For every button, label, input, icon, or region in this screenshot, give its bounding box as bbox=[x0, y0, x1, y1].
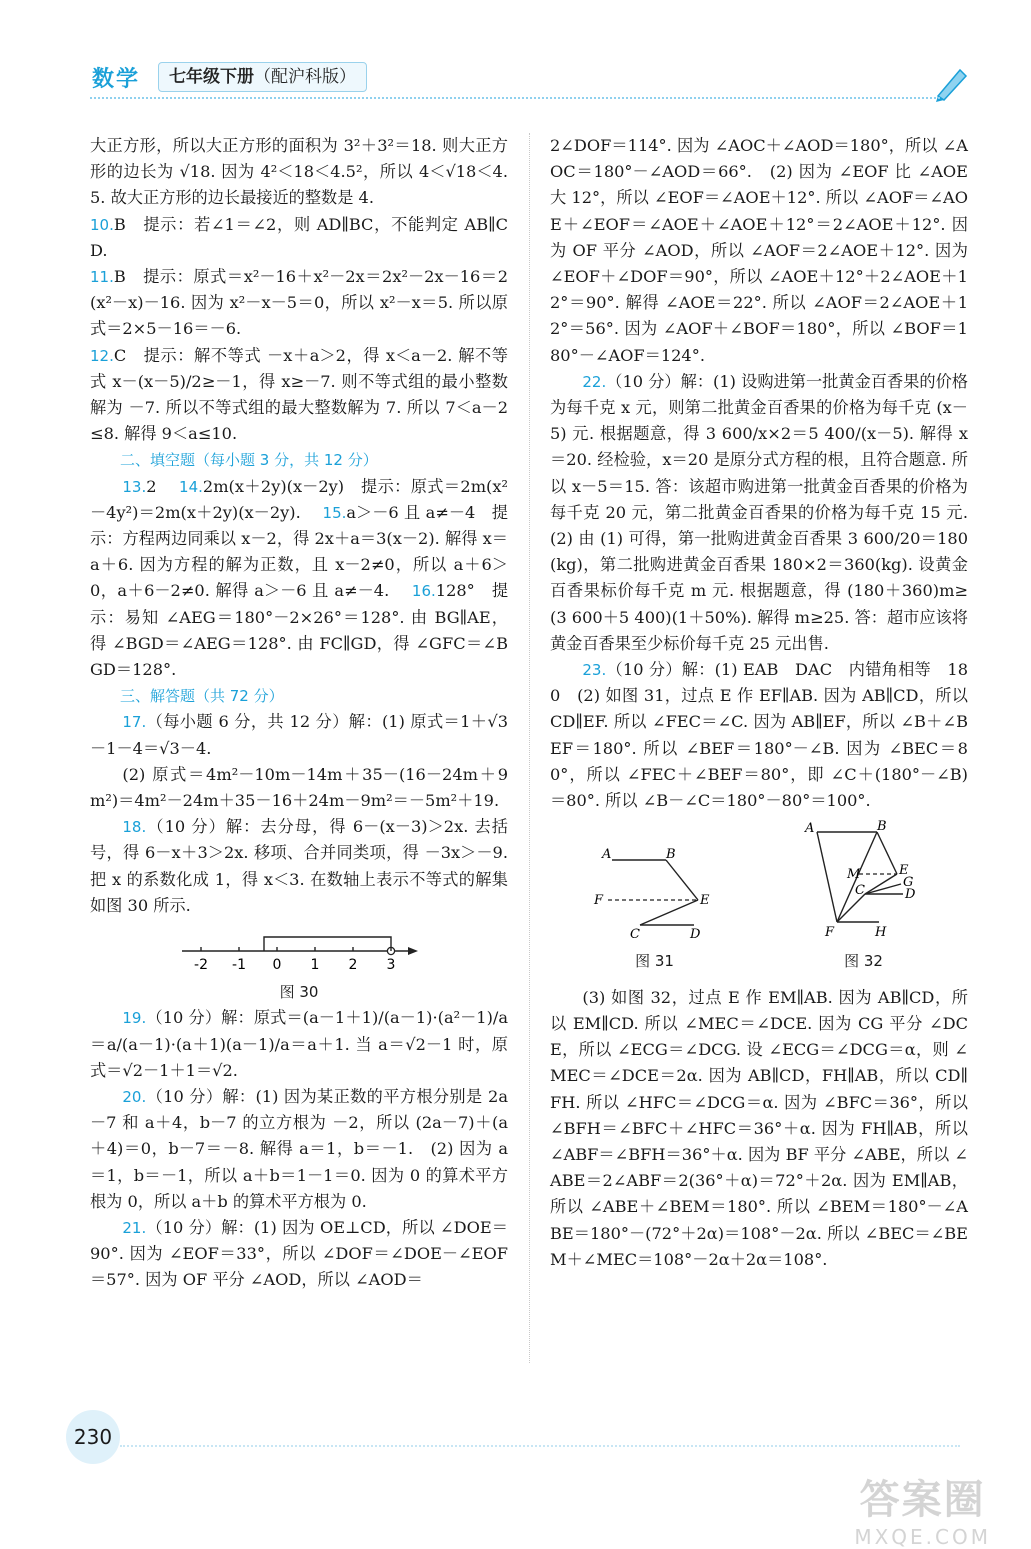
fig30-caption: 图 30 bbox=[279, 983, 319, 1002]
answer-13-16 bbox=[90, 474, 508, 684]
q14-text: 2m(x＋2y)(x－2y) 提示：原式＝2m(x²－4y²)＝2m(x＋2y)(x－2y). bbox=[90, 476, 508, 522]
fig32-label-g: G bbox=[902, 875, 913, 891]
fig32-diagram bbox=[799, 820, 929, 940]
fig31-label-c: C bbox=[629, 927, 640, 941]
number-line-tick-label: 3 bbox=[386, 957, 396, 974]
fig31-label-b: B bbox=[665, 847, 676, 863]
answer-21-cont: 2∠DOF＝114°. 因为 ∠AOC＋∠AOD＝180°，所以 ∠AOC＝180°－∠AOD＝66°. (2) 因为 ∠EOF 比 ∠AOE 大 12°，所以 ∠EOF＝∠AOE＋12°. 所以 ∠AOF＝∠AOE＋∠EOF＝∠AOE＋∠AOE＋12°＝2∠AOE＋12°. 因为 OF 平分 ∠AOD，所以 ∠AOF＝2∠AOE＋12°. 因为 ∠EOF＋∠DOF＝90°，所以 ∠AOE＋12°＋2∠AOE＋12°＝90°. 解得 ∠AOE＝22°. 所以 ∠AOF＝2∠AOE＋12°＝56°. 因为 ∠AOF＋∠BOF＝180°，所以 ∠BOF＝180°－∠AOF＝124°. bbox=[550, 136, 968, 365]
number-line-tick-label: 2 bbox=[348, 957, 358, 974]
number-line-figure bbox=[174, 929, 424, 975]
q23a-text: （10 分）解：(1) EAB DAC 内错角相等 180 (2) 如图 31，过点 E 作 EF∥AB. 因为 AB∥CD，所以 CD∥EF. 所以 ∠FEC＝∠C. 因为 AB∥EF，所以 ∠B＋∠BEF＝180°. 所以 ∠BEF＝180°－∠B. 因为 ∠BEC＝80°，所以 ∠FEC＋∠BEF＝80°，即 ∠C＋(180°－∠B)＝80°. 所以 ∠B－∠C＝180°－80°＝100°. bbox=[550, 660, 968, 811]
fig31-block bbox=[590, 840, 720, 974]
answer-18 bbox=[90, 814, 508, 919]
number-line-tick-label: 0 bbox=[272, 957, 282, 974]
q13-number: 13. bbox=[122, 477, 147, 496]
q16-text: 128° 提示：易知 ∠AEG＝180°－2×26°＝128°. 由 BG∥AE，得 ∠BGD＝∠AEG＝128°. 由 FC∥GD，得 ∠GFC＝∠BGD＝128°. bbox=[90, 581, 509, 680]
column-divider bbox=[529, 133, 530, 1363]
q16-number: 16. bbox=[411, 582, 436, 601]
answer-23b: (3) 如图 32，过点 E 作 EM∥AB. 因为 AB∥CD，所以 EM∥CD. 所以 ∠MEC＝∠DCE. 因为 CG 平分 ∠DCE，所以 ∠ECG＝∠DCG. 设 ∠ECG＝∠DCG＝α，则 ∠MEC＝∠DCE＝2α. 因为 AB∥CD，FH∥AB，所以 CD∥FH. 所以 ∠HFC＝∠DCG＝α. 因为 ∠BFC＝36°，所以 ∠BFH＝∠BFC＋∠HFC＝36°＋α. 因为 FH∥AB，所以 ∠ABF＝∠BFH＝36°＋α. 因为 BF 平分 ∠ABE，所以 ∠ABE＝2∠ABF＝2(36°＋α)＝72°＋2α. 因为 EM∥AB，所以 ∠ABE＋∠BEM＝180°. 所以 ∠BEM＝180°－∠ABE＝180°－(72°＋2α)＝108°－2α. 所以 ∠BEC＝∠BEM＋∠MEC＝108°－2α＋2α＝108°. bbox=[550, 987, 968, 1269]
left-column bbox=[90, 133, 508, 1294]
subject-title: 数学 bbox=[92, 67, 141, 92]
q19-number: 19. bbox=[122, 1009, 147, 1028]
fig31-label-e: E bbox=[699, 893, 709, 909]
answer-17a bbox=[90, 709, 508, 761]
page-number: 230 bbox=[66, 1410, 120, 1464]
q17a-text: （每小题 6 分，共 12 分）解：(1) 原式＝1＋√3－1－4＝√3－4. bbox=[90, 712, 508, 758]
q18-number: 18. bbox=[122, 818, 147, 837]
answer-19 bbox=[90, 1005, 508, 1084]
number-line-tick-label: -2 bbox=[194, 957, 208, 974]
fig32-label-f: F bbox=[824, 925, 834, 941]
answer-20 bbox=[90, 1084, 508, 1215]
number-line-tick-label: 1 bbox=[310, 957, 320, 974]
pen-icon bbox=[930, 62, 970, 102]
q20-text: （10 分）解：(1) 因为某正数的平方根分别是 2a－7 和 a＋4，b－7 的立方根为 －2，所以 (2a－7)＋(a＋4)＝0，b－7＝－8. 解得 a＝1，b＝－1. (2) 因为 a＝1，b＝－1，所以 a＋b＝1－1＝0. 因为 0 的算术平方根为 0，所以 a＋b 的算术平方根为 0. bbox=[90, 1086, 508, 1211]
fig31-caption: 图 31 bbox=[635, 952, 674, 971]
footer-rule bbox=[120, 1445, 960, 1447]
answer-23a bbox=[550, 657, 968, 814]
page-header bbox=[0, 0, 1031, 110]
right-column bbox=[550, 133, 985, 1273]
q23-number: 23. bbox=[582, 661, 607, 680]
number-line-tick-label: -1 bbox=[232, 957, 246, 974]
fig32-label-e: E bbox=[898, 863, 908, 879]
q22-number: 22. bbox=[582, 372, 607, 391]
q11-text: B 提示：原式＝x²－16＋x²－2x＝2x²－2x－16＝2(x²－x)－16. 因为 x²－x－5＝0，所以 x²－x＝5. 所以原式＝2×5－16＝－6. bbox=[90, 267, 508, 339]
q12-text: C 提示：解不等式 －x＋a＞2，得 x＜a－2. 解不等式 x－(x－5)/2≥－1，得 x≥－7. 则不等式组的最小整数解为 －7. 所以不等式组的最大整数解为 7. 所以 7＜a－2≤8. 解得 9＜a≤10. bbox=[90, 345, 508, 444]
q15-text: a＞－6 且 a≠－4 提示：方程两边同乘以 x－2，得 2x＋a＝3(x－2). 解得 x＝a＋6. 因为方程的解为正数，且 x－2≠0，所以 a＋6＞0，a＋6－2≠0. 解得 a＞－6 且 a≠－4. bbox=[90, 502, 508, 601]
watermark-main: 答案圈 bbox=[859, 1477, 986, 1523]
watermark-sub: MXQE.COM bbox=[854, 1525, 991, 1549]
q22-text: （10 分）解：(1) 设购进第一批黄金百香果的价格为每千克 x 元，则第二批黄金百香果的价格为每千克 (x－5) 元. 根据题意，得 3 600/x×2＝5 400/(x－5). 解得 x＝20. 经检验，x＝20 是原分式方程的根，且符合题意. 所以 x－5＝15. 答：该超市购进第一批黄金百香果的价格为每千克 20 元，第二批黄金百香果的价格为每千克 15 元. (2) 由 (1) 可得，第一批购进黄金百香果 3 600/20＝180(kg)，第二批购进黄金百香果 180×2＝360(kg). 设黄金百香果标价每千克 m 元. 根据题意，得 (180＋360)m≥(3 600＋5 400)(1＋50%). 解得 m≥25. 答：超市应该将黄金百香果至少标价每千克 25 元出售. bbox=[550, 371, 985, 653]
q19-text: （10 分）解：原式＝(a－1＋1)/(a－1)·(a²－1)/a＝a/(a－1)·(a＋1)(a－1)/a＝a＋1. 当 a＝√2－1 时，原式＝√2－1＋1＝√2. bbox=[90, 1008, 508, 1080]
q12-number: 12. bbox=[90, 346, 114, 365]
section-solutions: 三、解答题（共 72 分） bbox=[120, 687, 284, 706]
edition-label: （配沪科版） bbox=[254, 67, 356, 87]
fig32-label-c: C bbox=[854, 883, 865, 899]
answer-21 bbox=[90, 1215, 508, 1294]
q20-number: 20. bbox=[122, 1087, 147, 1106]
answer-cont: 大正方形，所以大正方形的面积为 3²＋3²＝18. 则大正方形的边长为 √18. 因为 4²＜18＜4.5²，所以 4＜√18＜4.5. 故大正方形的边长最接近的整数是 4. bbox=[90, 136, 508, 208]
fig32-label-a: A bbox=[804, 821, 814, 837]
q11-number: 11. bbox=[90, 268, 114, 287]
q21-number: 21. bbox=[122, 1218, 147, 1237]
figures-31-32 bbox=[550, 820, 968, 974]
grade-label: 七年级下册 bbox=[169, 67, 254, 87]
fig32-block bbox=[799, 820, 929, 974]
fig32-caption: 图 32 bbox=[844, 952, 883, 971]
header-rule bbox=[90, 97, 940, 99]
fig31-label-f: F bbox=[593, 893, 603, 909]
answer-10 bbox=[90, 212, 508, 264]
q18-text: （10 分）解：去分母，得 6－(x－3)＞2x. 去括号，得 6－x＋3＞2x. 移项、合并同类项，得 －3x＞－9. 把 x 的系数化成 1，得 x＜3. 在数轴上表示不等式的解集如图 30 所示. bbox=[90, 817, 508, 915]
q21-text: （10 分）解：(1) 因为 OE⊥CD，所以 ∠DOE＝90°. 因为 ∠EOF＝33°，所以 ∠DOF＝∠DOE－∠EOF＝57°. 因为 OF 平分 ∠AOD，所以 ∠AOD＝ bbox=[90, 1217, 508, 1290]
fig32-label-b: B bbox=[876, 820, 887, 835]
fig32-label-h: H bbox=[874, 925, 886, 941]
fig32-label-m: M bbox=[846, 867, 860, 883]
answer-12 bbox=[90, 343, 508, 448]
answer-17b: (2) 原式＝4m²－10m－14m＋35－(16－24m＋9m²)＝4m²－24m＋35－16＋24m－9m²＝－5m²＋19. bbox=[90, 764, 508, 811]
fig31-label-a: A bbox=[601, 847, 611, 863]
q13-text: 2 bbox=[146, 476, 157, 496]
answer-11 bbox=[90, 264, 508, 343]
q14-number: 14. bbox=[179, 477, 203, 496]
page-footer bbox=[0, 1390, 1031, 1549]
fig31-label-d: D bbox=[689, 927, 700, 941]
fig31-diagram bbox=[590, 840, 720, 940]
answer-22 bbox=[550, 369, 985, 657]
watermark bbox=[854, 1468, 991, 1549]
q15-number: 15. bbox=[322, 503, 347, 522]
grade-badge bbox=[158, 62, 367, 92]
q17-number: 17. bbox=[122, 713, 147, 732]
fig32-label-d: D bbox=[904, 887, 915, 903]
section-fill-blank: 二、填空题（每小题 3 分，共 12 分） bbox=[120, 451, 378, 470]
q10-number: 10. bbox=[90, 215, 114, 234]
q10-text: B 提示：若∠1＝∠2，则 AD∥BC，不能判定 AB∥CD. bbox=[90, 214, 508, 260]
